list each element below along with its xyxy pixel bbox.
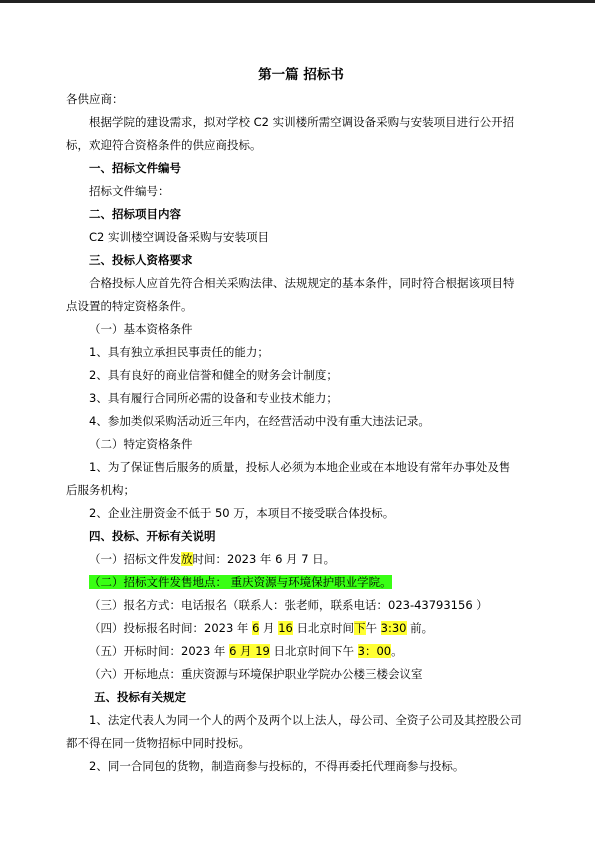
registration-time-text-f: 前。	[406, 621, 434, 635]
section-4-item-1	[66, 548, 536, 571]
intro-line-1: 根据学院的建设需求，拟对学校 C2 实训楼所需空调设备采购与安装项目进行公开招	[89, 115, 515, 129]
opening-hour: 3：00	[357, 644, 392, 658]
section-5-heading: 五、投标有关规定	[94, 690, 186, 704]
registration-hour: 3:30	[380, 621, 407, 635]
special-qualification-1-line-1: 1、为了保证售后服务的质量，投标人必须为本地企业或在本地设有常年办事处及售	[89, 460, 511, 474]
section-3-line-1: 合格投标人应首先符合相关采购法律、法规规定的基本条件，同时符合根据该项目特	[89, 276, 515, 290]
intro-line-2: 标，欢迎符合资格条件的供应商投标。	[66, 138, 262, 152]
section-2-body: C2 实训楼空调设备采购与安装项目	[89, 230, 270, 244]
section-5-rule-1-line-2: 都不得在同一货物招标中同时投标。	[66, 736, 250, 750]
special-qualification-1-line-2: 后服务机构；	[66, 483, 135, 497]
special-qualification-heading: （二）特定资格条件	[89, 437, 193, 451]
greeting: 各供应商：	[66, 92, 124, 106]
page-top-border	[0, 0, 595, 3]
document-title: 第一篇 招标书	[258, 67, 344, 83]
registration-afternoon-marker: 下	[354, 621, 366, 635]
highlighted-text: 放	[181, 552, 193, 566]
highlighted-sale-location: （二）招标文件发售地点： 重庆资源与环境保护职业学院。	[89, 575, 392, 589]
section-1-heading: 一、招标文件编号	[89, 161, 181, 175]
document-page	[66, 62, 536, 778]
basic-qualification-3: 3、具有履行合同所必需的设备和专业技术能力；	[89, 391, 338, 405]
registration-time-text-a: （四）投标报名时间：2023 年	[89, 621, 253, 635]
basic-qualification-1: 1、具有独立承担民事责任的能力；	[89, 345, 269, 359]
opening-date: 6 月 19	[229, 644, 270, 658]
section-5-rule-1-line-1: 1、法定代表人为同一个人的两个及两个以上法人，母公司、全资子公司及其控股公司	[89, 713, 522, 727]
registration-month: 6	[252, 621, 260, 635]
section-4-item-1-text-a: （一）招标文件发	[89, 552, 181, 566]
section-3-line-2: 点设置的特定资格条件。	[66, 299, 193, 313]
section-1-body: 招标文件编号：	[89, 184, 170, 198]
section-3-heading: 三、投标人资格要求	[89, 253, 193, 267]
opening-time-text-b: 日北京时间下午	[269, 644, 358, 658]
section-4-item-1-text-b: 时间：2023 年 6 月 7 日。	[192, 552, 336, 566]
section-4-item-6: （六）开标地点：重庆资源与环境保护职业学院办公楼三楼会议室	[89, 667, 423, 681]
opening-time-text-c: 。	[391, 644, 403, 658]
registration-day: 16	[278, 621, 293, 635]
section-4-item-5	[66, 640, 536, 663]
registration-time-text-c: 日北京时间	[292, 621, 355, 635]
special-qualification-2: 2、企业注册资金不低于 50 万，本项目不接受联合体投标。	[89, 506, 395, 520]
opening-time-text-a: （五）开标时间：2023 年	[89, 644, 230, 658]
section-4-item-3: （三）报名方式：电话报名（联系人：张老师，联系电话：023-43793156 ）	[89, 598, 488, 612]
section-5-rule-2: 2、同一合同包的货物，制造商参与投标的，不得再委托代理商参与投标。	[89, 759, 465, 773]
section-2-heading: 二、招标项目内容	[89, 207, 181, 221]
section-4-item-2	[66, 571, 536, 594]
registration-time-text-b: 月	[259, 621, 279, 635]
registration-time-text-e: 午	[365, 621, 381, 635]
basic-qualification-2: 2、具有良好的商业信誉和健全的财务会计制度；	[89, 368, 338, 382]
section-4-item-4	[66, 617, 536, 640]
basic-qualification-heading: （一）基本资格条件	[89, 322, 193, 336]
basic-qualification-4: 4、参加类似采购活动近三年内，在经营活动中没有重大违法记录。	[89, 414, 430, 428]
section-4-heading: 四、投标、开标有关说明	[89, 529, 216, 543]
